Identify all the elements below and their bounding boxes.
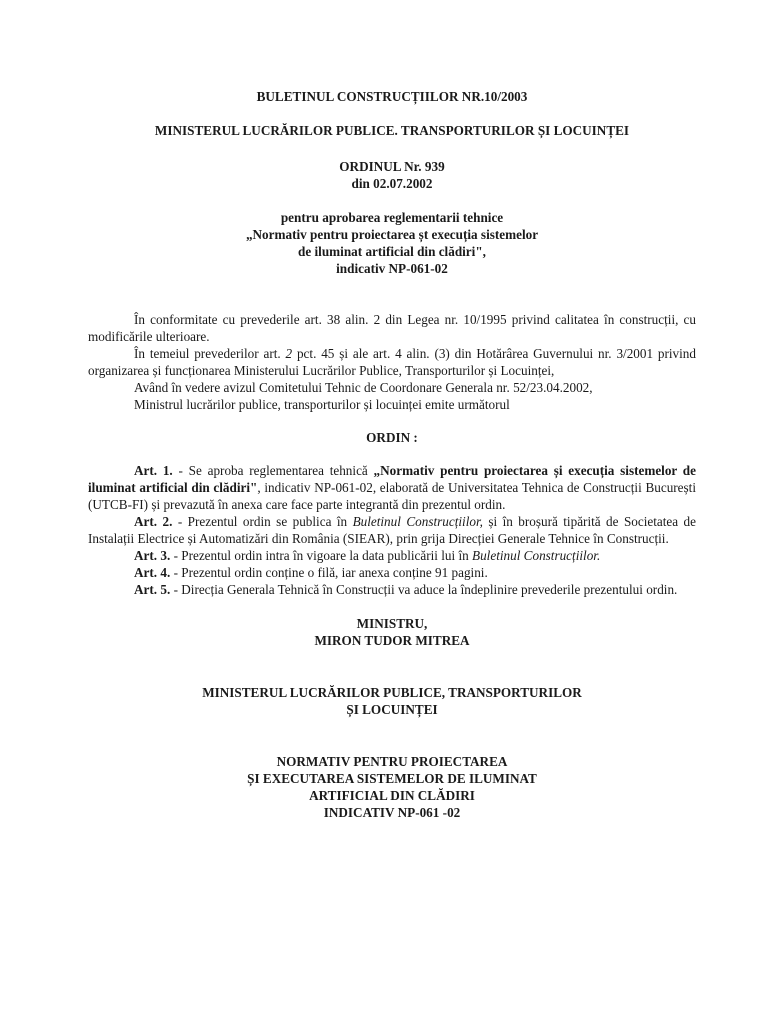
normativ-line-1: NORMATIV PENTRU PROIECTAREA (276, 754, 508, 769)
article-2-pre: - Prezentul ordin se publica în (172, 514, 353, 529)
ministry-title (88, 122, 696, 139)
normativ-line-4: INDICATIV NP-061 -02 (323, 805, 461, 820)
article-4 (88, 564, 696, 581)
preamble-paragraph-3: Având în vedere avizul Comitetului Tehnic de Coordonare Generala nr. 52/23.04.2002, (134, 380, 593, 395)
normativ-block (88, 753, 696, 821)
order-number: ORDINUL Nr. 939 (339, 159, 445, 174)
subject-line-1: pentru aprobarea reglementarii tehnice (280, 210, 504, 225)
normativ-line-3: ARTIFICIAL DIN CLĂDIRI (309, 788, 475, 803)
article-4-text: - Prezentul ordin conține o filă, iar anexa conține 91 pagini. (170, 565, 488, 580)
ministry-block-line-2: ȘI LOCUINȚEI (346, 702, 438, 717)
article-2-post: și în broșură tipărită de Societatea de Instalații Electrice și Automatizări din România (SIEAR), prin grija Direcției Generale Tehnice în Construcții. (88, 514, 697, 546)
order-heading (88, 158, 696, 192)
normativ-line-2: ȘI EXECUTAREA SISTEMELOR DE ILUMINAT (247, 771, 537, 786)
ministry-title-text: MINISTERUL LUCRĂRILOR PUBLICE. TRANSPORTURILOR ȘI LOCUINȚEI (154, 123, 630, 138)
article-3 (88, 547, 696, 564)
ordin-heading (88, 429, 696, 446)
article-3-pre: - Prezentul ordin intra în vigoare la data publicării lui în (170, 548, 473, 563)
preamble-paragraph-2 (88, 345, 696, 379)
ministry-block-line-1: MINISTERUL LUCRĂRILOR PUBLICE, TRANSPORTURILOR (202, 685, 582, 700)
article-5-text: - Direcția Generala Tehnică în Construcții va aduce la îndeplinire prevederile prezentului ordin. (170, 582, 678, 597)
articles (88, 462, 696, 598)
article-3-italic: Buletinul Construcțiilor. (472, 548, 601, 563)
article-5-label: Art. 5. (134, 582, 171, 597)
preamble-paragraph-1: În conformitate cu prevederile art. 38 alin. 2 din Legea nr. 10/1995 privind calitatea în construcții, cu modificările ulterioare. (88, 312, 696, 344)
article-1-pre: - Se aproba reglementarea tehnică (172, 463, 374, 478)
preamble-p2-italic: 2 (285, 346, 293, 361)
order-subject (88, 209, 696, 277)
signature-role: MINISTRU, (356, 616, 428, 631)
order-date: din 02.07.2002 (351, 176, 433, 191)
subject-line-4: indicativ NP-061-02 (336, 261, 448, 276)
article-1-title: „Normativ pentru proiectarea și execuția sistemelor de iluminat artificial din clădiri" (88, 463, 696, 495)
article-2 (88, 513, 696, 547)
article-1 (88, 462, 696, 513)
signature-block (88, 615, 696, 649)
bulletin-title (88, 88, 696, 105)
preamble-paragraph-4: Ministrul lucrărilor publice, transporturilor și locuinței emite următorul (134, 397, 510, 412)
article-5 (88, 581, 696, 598)
subject-line-3: de iluminat artificial din clădiri", (298, 244, 486, 259)
article-1-label: Art. 1. (134, 463, 173, 478)
ministry-block (88, 684, 696, 718)
article-3-label: Art. 3. (134, 548, 171, 563)
document-page (88, 88, 696, 821)
article-1-post: , indicativ NP-061-02, elaborată de Universitatea Tehnica de Construcții București (UTCB-FI) și prevazută în anexa care face parte integrantă din prezentul ordin. (88, 480, 696, 512)
article-2-italic: Buletinul Construcțiilor, (352, 514, 483, 529)
subject-line-2: „Normativ pentru proiectarea șt execuția sistemelor (245, 227, 539, 242)
preamble (88, 311, 696, 413)
preamble-p2-start: În temeiul prevederilor art. (134, 346, 286, 361)
ordin-heading-text: ORDIN : (366, 430, 418, 445)
signature-name: MIRON TUDOR MITREA (314, 633, 470, 648)
article-2-label: Art. 2. (134, 514, 173, 529)
bulletin-title-text: BULETINUL CONSTRUCȚIILOR NR.10/2003 (256, 89, 528, 104)
preamble-p2-end: pct. 45 și ale art. 4 alin. (3) din Hotărârea Guvernului nr. 3/2001 privind organizarea și funcționarea Ministerului Lucrărilor Publice, Transporturilor și Locuinței, (88, 346, 696, 378)
article-4-label: Art. 4. (134, 565, 171, 580)
